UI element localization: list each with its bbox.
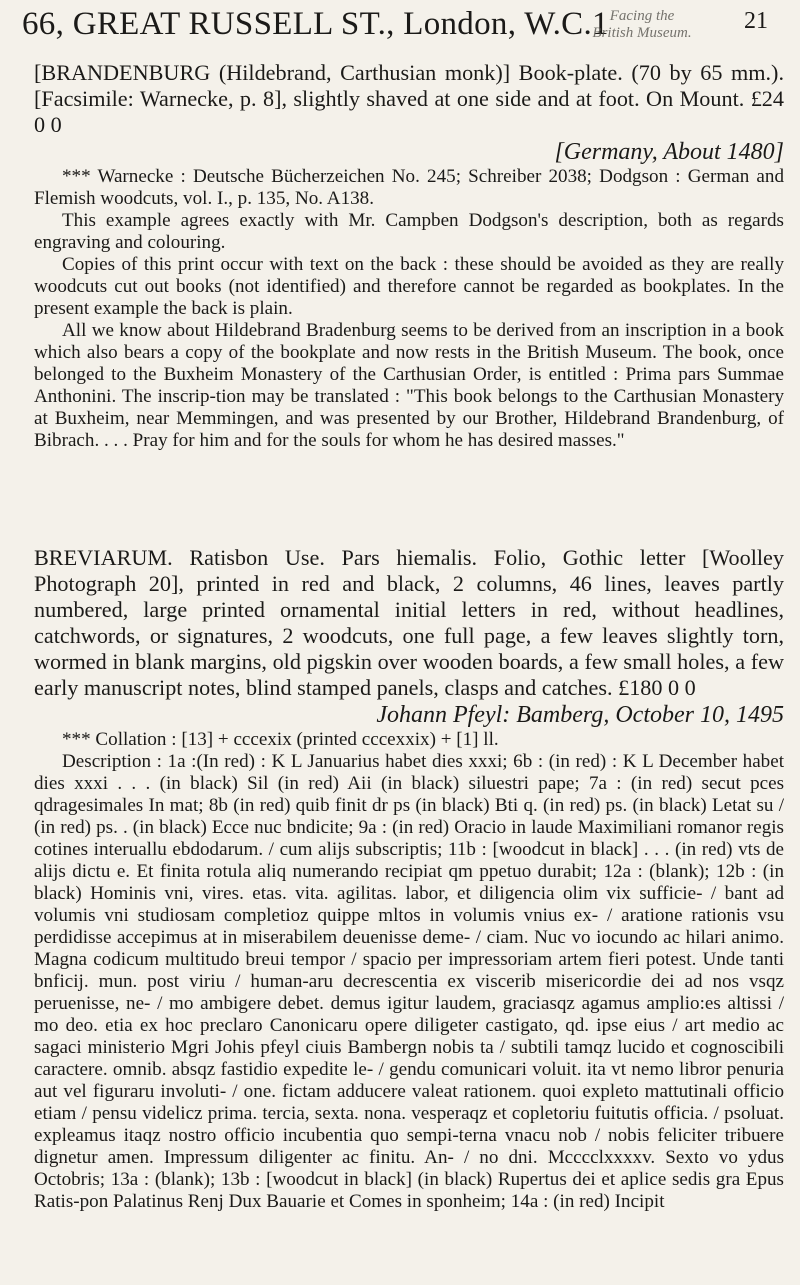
lot-27-place: [Germany, About 1480] [554, 139, 784, 165]
address-heading: 66, GREAT RUSSELL ST., London, W.C.1 [22, 6, 609, 42]
lot-27 [34, 60, 784, 452]
lot-27-note-1: *** Warnecke : Deutsche Bücherzeichen No. 245; Schreiber 2038; Dodgson : German and Flemish woodcuts, vol. I., p. 135, No. A138. [34, 166, 784, 209]
annotation-line-2: British Museum. [592, 25, 692, 41]
page-number: 21 [744, 8, 768, 34]
lot-28-notes [34, 729, 784, 1213]
lot-28-place: Johann Pfeyl: Bamberg, October 10, 1495 [376, 702, 784, 728]
lot-27-note-4: All we know about Hildebrand Bradenburg seems to be derived from an inscription in a book which also bears a copy of the bookplate and now rests in the British Museum. The book, once belonged to the Buxheim Monastery of the Carthusian Order, is entitled : Prima pars Summae Anthonini. The inscrip-tion may be translated : "This book belongs to the Carthusian Monastery at Buxheim, near Memmingen, and was presented by our Brother, Hildebrand Brandenburg, of Bibrach. . . . Pray for him and for the souls for whom he has desired masses." [34, 320, 784, 451]
lot-28-description: Description : 1a :(In red) : K L Januarius habet dies xxxi; 6b : (in red) : K L December habet dies xxxi . . . (in black) Sil (in red) Aii (in black) siluestri pape; 7a : (in red) secut pces qdragesimales In mat; 8b (in red) quib finit dr ps (in black) Bti q. (in red) ps. (in black) Letat su / (in red) ps. . (in black) Ecce nuc bndicite; 9a : (in red) Oracio in laude Maximiliani romanor regis cotines interuallu ebdodarum. / cum alijs subscriptis; 11b : [woodcut in black] . . . (in red) vts de alijs dictu e. Et finita rotula aliq numerando recipiat qm ppetuo durabit; 12a : (blank); 12b : (in black) Hominis vni, vires. etas. vita. agilitas. labor, et diligencia olim vix sufficie- / bant ad volumis vni studiosam completioz quippe mltos in volumis vnius ex- / aratione rationis vsu perdidisse accepimus at in miserabilem deuenisse deme- / ciam. Nuc vo iocundo ac hilari animo. Magna codicum multitudo breui tempor / spacio per impressoriam artem fieri potest. Unde tanti bnficij. mun. post viriu / human-aru decrescentia ex viscerib misericordie dei ad nos vsqz peruenisse, ne- / mo ambigere debet. demus igitur laudem, graciasqz agamus amplio:es altissi / mo deo. etia ex hoc preclaro Canonicaru opere diligeter castigato, qd. ipse eius / art medio ac sagaci ministerio Mgri Johis pfeyl ciuis Bambergn nobis ta / subtili tamqz lucido et cognoscibili caractere. omnib. absqz fastidio expedite le- / gendu comunicari voluit. ita vt nemo libror penuria aut vel figuraru involuti- / one. fictam adducere valeat rationem. quoi expleto mattutinali officio etiam / pensu videlicz prima. tercia, sexta. nona. vesperaqz et copletoriu fuitutis officia. / psoluat. expleamus itaqz nostro officio incubentia quo sempi-terna vnacu nob / nobis feliciter tribuere dignetur amen. Impressum diligenter ac finitu. An- / no dni. Mcccclxxxxv. Sexto vo ydus Octobris; 13a : (blank); 13b : [woodcut in black] (in black) Rupertus dei et aplice sedis gra Epus Ratis-pon Palatinus Renj Dux Bauarie et Comes in sponheim; 14a : (in red) Incipit [34, 751, 784, 1212]
lot-27-title: [BRANDENBURG (Hildebrand, Carthusian monk)] Book-plate. (70 by 65 mm.). [Facsimile: Warnecke, p. 8], slightly shaved at one side and at foot. On Mount. £24 0 0 [34, 60, 784, 137]
lot-28-title: BREVIARUM. Ratisbon Use. Pars hiemalis. Folio, Gothic letter [Woolley Photograph 20], printed in red and black, 2 columns, 46 lines, leaves partly numbered, large printed ornamental initial letters in red, without headlines, catchwords, or signatures, 2 woodcuts, one full page, a few leaves slightly torn, wormed in blank margins, old pigskin over wooden boards, a few small holes, a few early manuscript notes, blind stamped panels, clasps and catches. £180 0 0 [34, 545, 784, 700]
annotation-line-1: Facing the [609, 8, 675, 24]
lot-27-notes [34, 166, 784, 452]
lot-28 [34, 545, 784, 1213]
handwritten-annotation [572, 8, 712, 42]
lot-28-collation: *** Collation : [13] + cccexix (printed cccexxix) + [1] ll. [62, 729, 499, 750]
lot-27-note-3: Copies of this print occur with text on the back : these should be avoided as they are really woodcuts cut out books (not identified) and therefore cannot be regarded as bookplates. In the present example the back is plain. [34, 254, 784, 319]
lot-27-note-2: This example agrees exactly with Mr. Campben Dodgson's description, both as regards engraving and colouring. [34, 210, 784, 253]
